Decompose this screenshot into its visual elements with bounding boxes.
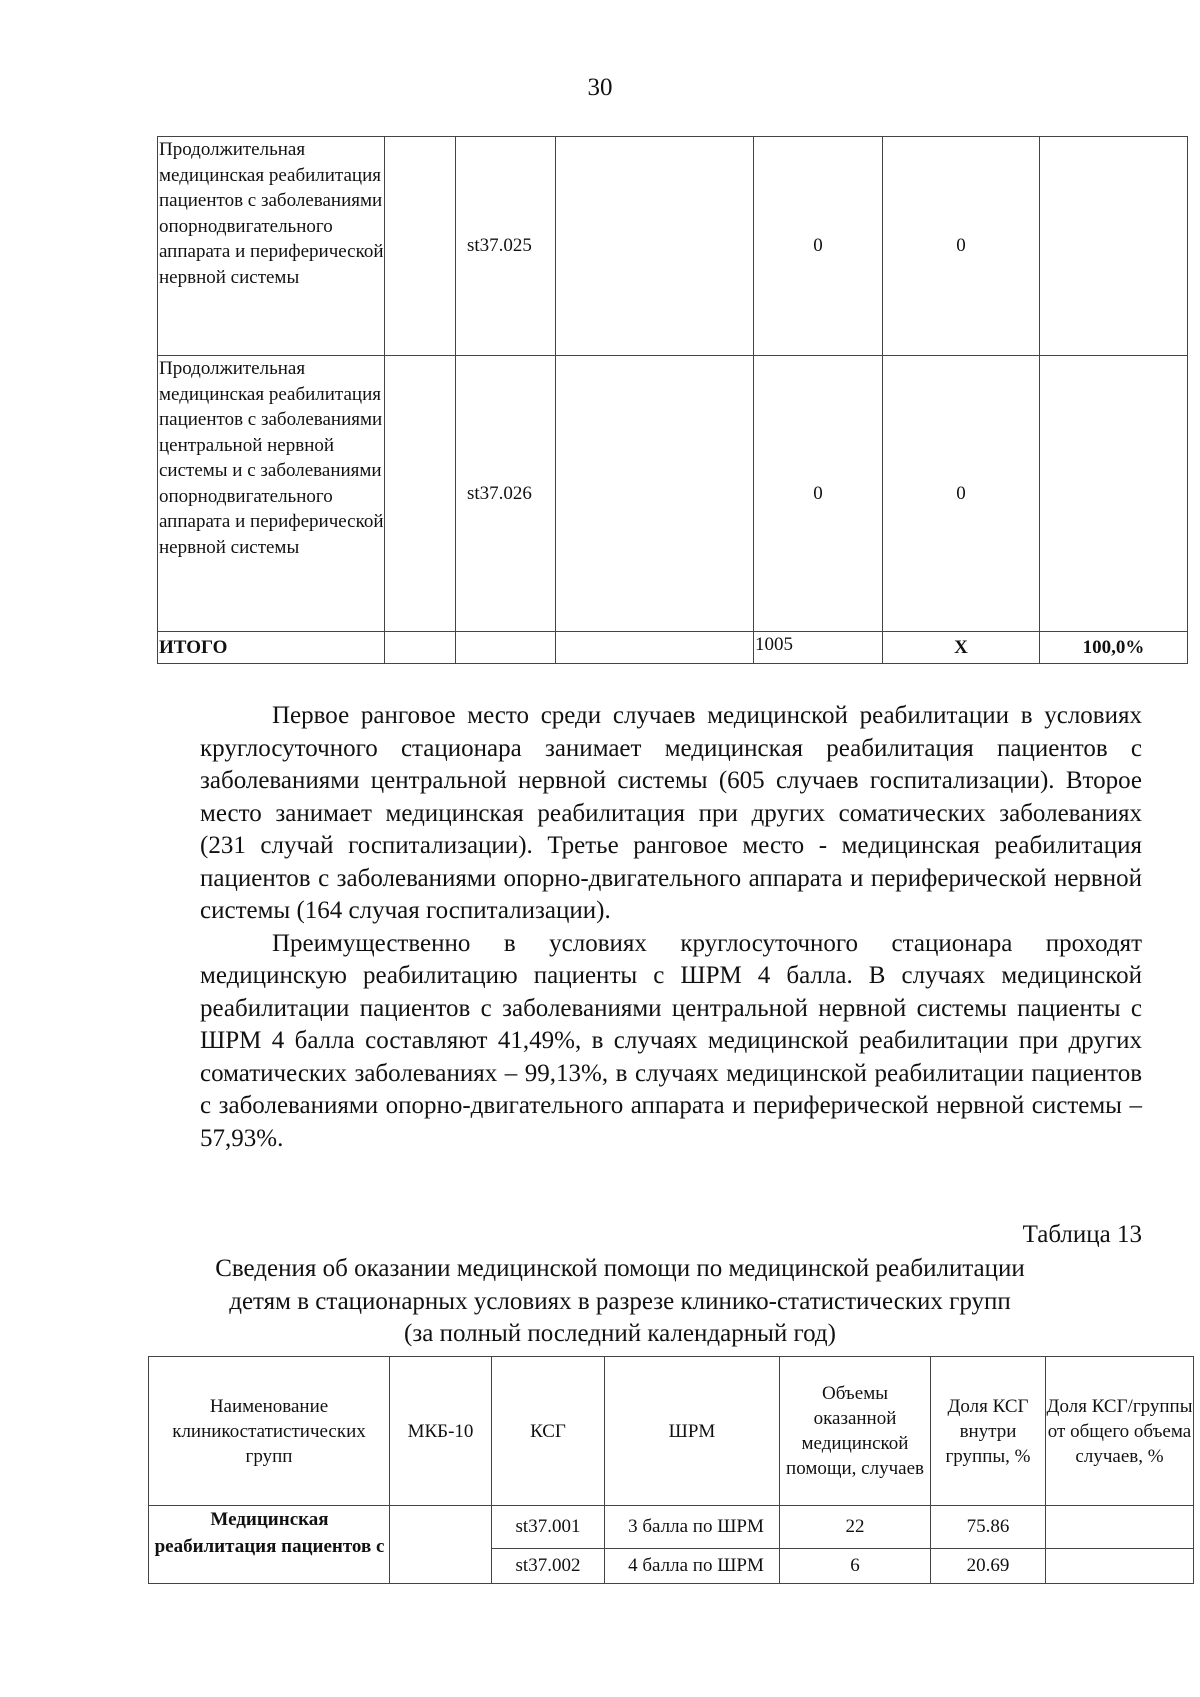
caption-line: (за полный последний календарный год) xyxy=(404,1320,836,1347)
total-share-in-group: Х xyxy=(883,632,1040,664)
table-header-row xyxy=(149,1357,1194,1506)
total-row xyxy=(158,632,1188,664)
row-share-in-group: 20.69 xyxy=(931,1549,1046,1584)
header-mkb: МКБ-10 xyxy=(390,1357,492,1506)
row-ksg: st37.002 xyxy=(492,1549,605,1584)
row-mkb xyxy=(385,137,456,356)
group-name: Медицинская реабилитация пациентов с xyxy=(154,1509,385,1557)
row-shrm: 3 балла по ШРМ xyxy=(605,1506,780,1549)
row-volume: 6 xyxy=(780,1549,931,1584)
row-share-in-group: 0 xyxy=(883,356,1040,632)
caption-line: Сведения об оказании медицинской помощи по медицинской реабилитации xyxy=(215,1255,1025,1282)
table-caption xyxy=(140,1253,1100,1351)
header-volume: Объемы оказанной медицинской помощи, случаев xyxy=(780,1357,931,1506)
row-shrm xyxy=(556,356,754,632)
table-number: Таблица 13 xyxy=(1022,1221,1142,1248)
row-share-total xyxy=(1046,1506,1194,1549)
row-share-total xyxy=(1040,137,1188,356)
table-row xyxy=(158,137,1188,356)
row-name: Продолжительная медицинская реабилитация пациентов с заболеваниями опорнодвигательного аппарата и периферической нервной системы xyxy=(159,139,384,288)
table-row xyxy=(158,356,1188,632)
row-share-total xyxy=(1046,1549,1194,1584)
table-continuation xyxy=(157,136,1188,664)
header-shrm: ШРМ xyxy=(605,1357,780,1506)
paragraph: Преимущественно в условиях круглосуточного стационара проходят медицинскую реабилитацию пациенты с ШРМ 4 балла. В случаях медицинской реабилитации пациентов с заболеваниями центральной нервной системы пациенты с ШРМ 4 балла составляют 41,49%, в случаях медицинской реабилитации при других соматических заболеваниях – 99,13%, в случаях медицинской реабилитации пациентов с заболеваниями опорно-двигательного аппарата и периферической нервной системы – 57,93%. xyxy=(200,929,1142,1152)
row-share-total xyxy=(1040,356,1188,632)
row-share-in-group: 75.86 xyxy=(931,1506,1046,1549)
row-shrm: 4 балла по ШРМ xyxy=(605,1549,780,1584)
table-13 xyxy=(148,1356,1194,1584)
row-ksg: st37.025 xyxy=(456,137,556,356)
table-row xyxy=(149,1506,1194,1549)
header-ksg: КСГ xyxy=(492,1357,605,1506)
body-text xyxy=(200,700,1142,1155)
total-share-total: 100,0% xyxy=(1040,632,1188,664)
row-ksg: st37.026 xyxy=(456,356,556,632)
header-share-in-group: Доля КСГ внутри группы, % xyxy=(931,1357,1046,1506)
row-volume: 0 xyxy=(754,356,883,632)
header-name: Наименование клиникостатистических групп xyxy=(149,1357,390,1506)
header-share-total: Доля КСГ/группы от общего объема случаев, % xyxy=(1046,1357,1194,1506)
caption-line: детям в стационарных условиях в разрезе клинико-статистических групп xyxy=(229,1287,1011,1315)
row-mkb xyxy=(390,1506,492,1584)
page-number: 30 xyxy=(587,74,613,101)
total-volume: 1005 xyxy=(754,632,883,664)
row-volume: 0 xyxy=(754,137,883,356)
row-volume: 22 xyxy=(780,1506,931,1549)
total-label: ИТОГО xyxy=(158,632,385,664)
paragraph: Первое ранговое место среди случаев медицинской реабилитации в условиях круглосуточного стационара занимает медицинская реабилитация пациентов с заболеваниями центральной нервной системы (605 случаев госпитализации). Второе место занимает медицинская реабилитация при других соматических заболеваниях (231 случай госпитализации). Третье ранговое место - медицинская реабилитация пациентов с заболеваниями опорно-двигательного аппарата и периферической нервной системы (164 случая госпитализации). xyxy=(200,702,1142,924)
row-mkb xyxy=(385,356,456,632)
row-shrm xyxy=(556,137,754,356)
row-ksg: st37.001 xyxy=(492,1506,605,1549)
row-name: Продолжительная медицинская реабилитация пациентов с заболеваниями центральной нервной системы и с заболеваниями опорнодвигательного аппарата и периферической нервной системы xyxy=(159,358,384,558)
row-share-in-group: 0 xyxy=(883,137,1040,356)
